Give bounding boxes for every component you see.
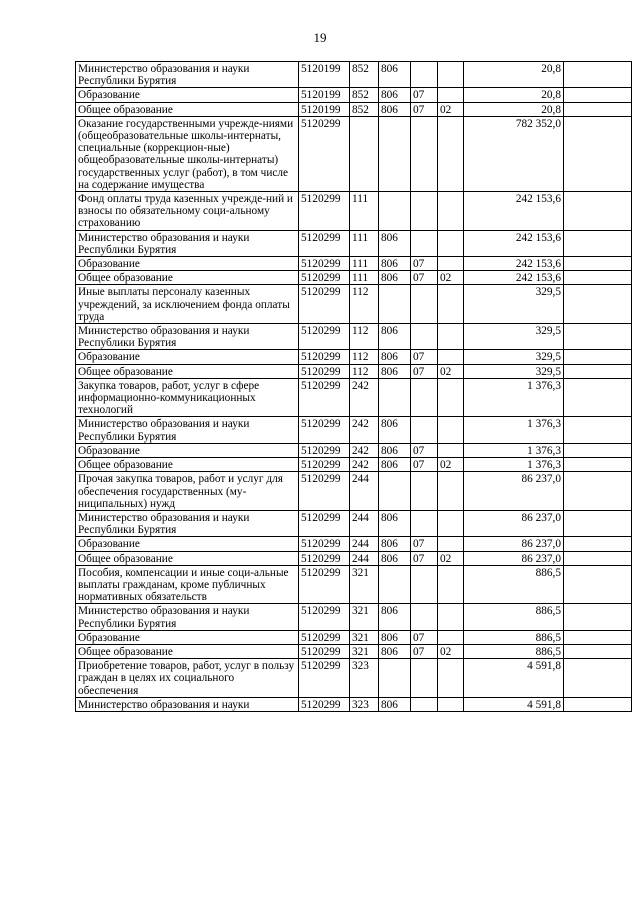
subsection-cell: 02 [438,364,464,378]
subsection-cell [438,565,464,604]
section-cell [411,417,438,443]
subsection-cell [438,510,464,536]
table-row [76,537,632,551]
ministry-code-cell [379,659,411,698]
target-article-cell: 5120299 [299,565,350,604]
target-article-cell: 5120299 [299,458,350,472]
section-cell [411,378,438,417]
expense-type-cell: 112 [350,324,379,350]
target-article-cell: 5120299 [299,443,350,457]
expense-type-cell: 112 [350,285,379,324]
section-cell: 07 [411,88,438,102]
section-cell: 07 [411,630,438,644]
ministry-code-cell: 806 [379,510,411,536]
table-row [76,230,632,256]
name-cell: Министерство образования и науки Республики Бурятия [76,417,299,443]
subsection-cell [438,659,464,698]
table-row [76,271,632,285]
budget-table-body [76,62,632,712]
ministry-code-cell [379,378,411,417]
section-cell [411,472,438,511]
ministry-code-cell [379,285,411,324]
target-article-cell: 5120299 [299,417,350,443]
amount-cell: 20,8 [464,88,564,102]
empty-cell [564,116,632,191]
name-cell: Приобретение товаров, работ, услуг в пользу граждан в целях их социального обеспечения [76,659,299,698]
amount-cell: 886,5 [464,644,564,658]
name-cell: Образование [76,350,299,364]
table-row [76,116,632,191]
table-row [76,88,632,102]
table-row [76,285,632,324]
expense-type-cell: 244 [350,537,379,551]
empty-cell [564,630,632,644]
amount-cell: 329,5 [464,285,564,324]
table-row [76,630,632,644]
expense-type-cell: 242 [350,417,379,443]
ministry-code-cell: 806 [379,604,411,630]
table-row [76,192,632,231]
subsection-cell: 02 [438,551,464,565]
empty-cell [564,443,632,457]
table-row [76,458,632,472]
section-cell [411,604,438,630]
amount-cell: 329,5 [464,364,564,378]
target-article-cell: 5120299 [299,659,350,698]
ministry-code-cell: 806 [379,364,411,378]
amount-cell: 329,5 [464,324,564,350]
amount-cell: 886,5 [464,604,564,630]
ministry-code-cell: 806 [379,551,411,565]
empty-cell [564,192,632,231]
ministry-code-cell: 806 [379,62,411,88]
ministry-code-cell: 806 [379,350,411,364]
ministry-code-cell: 806 [379,230,411,256]
ministry-code-cell: 806 [379,537,411,551]
target-article-cell: 5120299 [299,537,350,551]
subsection-cell [438,257,464,271]
name-cell: Общее образование [76,644,299,658]
empty-cell [564,324,632,350]
amount-cell: 4 591,8 [464,659,564,698]
table-row [76,350,632,364]
ministry-code-cell: 806 [379,458,411,472]
name-cell: Общее образование [76,364,299,378]
subsection-cell [438,350,464,364]
empty-cell [564,364,632,378]
expense-type-cell: 321 [350,630,379,644]
amount-cell: 1 376,3 [464,378,564,417]
ministry-code-cell [379,192,411,231]
empty-cell [564,257,632,271]
expense-type-cell: 244 [350,551,379,565]
section-cell: 07 [411,257,438,271]
ministry-code-cell: 806 [379,102,411,116]
target-article-cell: 5120299 [299,551,350,565]
ministry-code-cell: 806 [379,443,411,457]
ministry-code-cell: 806 [379,644,411,658]
empty-cell [564,102,632,116]
table-row [76,443,632,457]
subsection-cell [438,537,464,551]
subsection-cell: 02 [438,102,464,116]
target-article-cell: 5120299 [299,271,350,285]
target-article-cell: 5120199 [299,102,350,116]
amount-cell: 86 237,0 [464,551,564,565]
empty-cell [564,697,632,711]
ministry-code-cell [379,472,411,511]
table-row [76,697,632,711]
target-article-cell: 5120299 [299,630,350,644]
amount-cell: 20,8 [464,62,564,88]
name-cell: Министерство образования и науки Республики Бурятия [76,604,299,630]
target-article-cell: 5120299 [299,604,350,630]
expense-type-cell: 321 [350,644,379,658]
subsection-cell [438,230,464,256]
section-cell [411,659,438,698]
expense-type-cell: 111 [350,257,379,271]
expense-type-cell: 244 [350,510,379,536]
ministry-code-cell [379,565,411,604]
section-cell [411,116,438,191]
table-row [76,659,632,698]
table-row [76,565,632,604]
section-cell [411,230,438,256]
name-cell: Министерство образования и науки Республики Бурятия [76,62,299,88]
target-article-cell: 5120299 [299,472,350,511]
name-cell: Общее образование [76,271,299,285]
subsection-cell [438,417,464,443]
section-cell: 07 [411,364,438,378]
empty-cell [564,417,632,443]
amount-cell: 886,5 [464,565,564,604]
expense-type-cell: 321 [350,565,379,604]
table-row [76,378,632,417]
amount-cell: 86 237,0 [464,472,564,511]
section-cell: 07 [411,458,438,472]
ministry-code-cell: 806 [379,257,411,271]
amount-cell: 4 591,8 [464,697,564,711]
expense-type-cell: 323 [350,659,379,698]
empty-cell [564,659,632,698]
subsection-cell [438,285,464,324]
subsection-cell [438,324,464,350]
name-cell: Прочая закупка товаров, работ и услуг для обеспечения государственных (му-ниципальных) нужд [76,472,299,511]
target-article-cell: 5120299 [299,364,350,378]
table-row [76,62,632,88]
section-cell [411,62,438,88]
target-article-cell: 5120299 [299,116,350,191]
ministry-code-cell: 806 [379,697,411,711]
empty-cell [564,510,632,536]
expense-type-cell: 242 [350,443,379,457]
amount-cell: 242 153,6 [464,257,564,271]
amount-cell: 86 237,0 [464,537,564,551]
ministry-code-cell: 806 [379,630,411,644]
name-cell: Образование [76,630,299,644]
expense-type-cell: 111 [350,271,379,285]
subsection-cell [438,472,464,511]
expense-type-cell: 852 [350,88,379,102]
name-cell: Министерство образования и науки [76,697,299,711]
target-article-cell: 5120199 [299,88,350,102]
target-article-cell: 5120299 [299,192,350,231]
section-cell [411,285,438,324]
target-article-cell: 5120299 [299,510,350,536]
amount-cell: 1 376,3 [464,458,564,472]
empty-cell [564,378,632,417]
ministry-code-cell: 806 [379,88,411,102]
table-row [76,472,632,511]
subsection-cell [438,62,464,88]
amount-cell: 20,8 [464,102,564,116]
ministry-code-cell: 806 [379,271,411,285]
section-cell: 07 [411,443,438,457]
empty-cell [564,644,632,658]
empty-cell [564,537,632,551]
section-cell [411,324,438,350]
ministry-code-cell: 806 [379,324,411,350]
empty-cell [564,285,632,324]
name-cell: Образование [76,537,299,551]
table-row [76,604,632,630]
name-cell: Оказание государственными учрежде-ниями (общеобразовательные школы-интернаты, специальные (коррекцион-ные) общеобразовательные школы-интернаты) государственных услуг (работ), в том числе на содержание имущества [76,116,299,191]
amount-cell: 242 153,6 [464,230,564,256]
empty-cell [564,230,632,256]
expense-type-cell: 112 [350,350,379,364]
expense-type-cell: 321 [350,604,379,630]
expense-type-cell: 242 [350,458,379,472]
empty-cell [564,604,632,630]
subsection-cell [438,630,464,644]
table-row [76,324,632,350]
amount-cell: 86 237,0 [464,510,564,536]
ministry-code-cell [379,116,411,191]
expense-type-cell: 111 [350,192,379,231]
name-cell: Фонд оплаты труда казенных учрежде-ний и взносы по обязательному соци-альному страхованию [76,192,299,231]
amount-cell: 886,5 [464,630,564,644]
empty-cell [564,565,632,604]
budget-table [75,61,632,712]
subsection-cell [438,192,464,231]
table-row [76,644,632,658]
target-article-cell: 5120199 [299,62,350,88]
amount-cell: 242 153,6 [464,192,564,231]
empty-cell [564,458,632,472]
subsection-cell [438,443,464,457]
subsection-cell [438,88,464,102]
section-cell: 07 [411,551,438,565]
expense-type-cell: 852 [350,102,379,116]
subsection-cell [438,116,464,191]
table-row [76,417,632,443]
target-article-cell: 5120299 [299,697,350,711]
expense-type-cell: 323 [350,697,379,711]
empty-cell [564,88,632,102]
table-row [76,510,632,536]
target-article-cell: 5120299 [299,350,350,364]
name-cell: Общее образование [76,551,299,565]
expense-type-cell: 111 [350,230,379,256]
name-cell: Министерство образования и науки Республики Бурятия [76,230,299,256]
subsection-cell [438,378,464,417]
name-cell: Министерство образования и науки Республики Бурятия [76,324,299,350]
page-number: 19 [313,30,327,45]
empty-cell [564,271,632,285]
table-row [76,364,632,378]
name-cell: Образование [76,257,299,271]
section-cell [411,697,438,711]
subsection-cell: 02 [438,458,464,472]
target-article-cell: 5120299 [299,257,350,271]
target-article-cell: 5120299 [299,324,350,350]
empty-cell [564,472,632,511]
name-cell: Министерство образования и науки Республики Бурятия [76,510,299,536]
subsection-cell: 02 [438,271,464,285]
table-row [76,102,632,116]
section-cell [411,565,438,604]
expense-type-cell: 244 [350,472,379,511]
section-cell: 07 [411,102,438,116]
name-cell: Пособия, компенсации и иные соци-альные выплаты гражданам, кроме публичных нормативных обязательств [76,565,299,604]
expense-type-cell [350,116,379,191]
section-cell: 07 [411,644,438,658]
section-cell: 07 [411,537,438,551]
subsection-cell [438,604,464,630]
empty-cell [564,551,632,565]
target-article-cell: 5120299 [299,378,350,417]
amount-cell: 782 352,0 [464,116,564,191]
expense-type-cell: 852 [350,62,379,88]
name-cell: Образование [76,88,299,102]
table-row [76,257,632,271]
target-article-cell: 5120299 [299,285,350,324]
amount-cell: 1 376,3 [464,443,564,457]
subsection-cell: 02 [438,644,464,658]
expense-type-cell: 112 [350,364,379,378]
amount-cell: 329,5 [464,350,564,364]
name-cell: Общее образование [76,458,299,472]
amount-cell: 1 376,3 [464,417,564,443]
section-cell [411,192,438,231]
target-article-cell: 5120299 [299,230,350,256]
section-cell: 07 [411,350,438,364]
section-cell: 07 [411,271,438,285]
section-cell [411,510,438,536]
expense-type-cell: 242 [350,378,379,417]
ministry-code-cell: 806 [379,417,411,443]
name-cell: Закупка товаров, работ, услуг в сфере информационно-коммуникационных технологий [76,378,299,417]
empty-cell [564,350,632,364]
name-cell: Общее образование [76,102,299,116]
target-article-cell: 5120299 [299,644,350,658]
table-row [76,551,632,565]
empty-cell [564,62,632,88]
name-cell: Образование [76,443,299,457]
name-cell: Иные выплаты персоналу казенных учреждений, за исключением фонда оплаты труда [76,285,299,324]
subsection-cell [438,697,464,711]
amount-cell: 242 153,6 [464,271,564,285]
